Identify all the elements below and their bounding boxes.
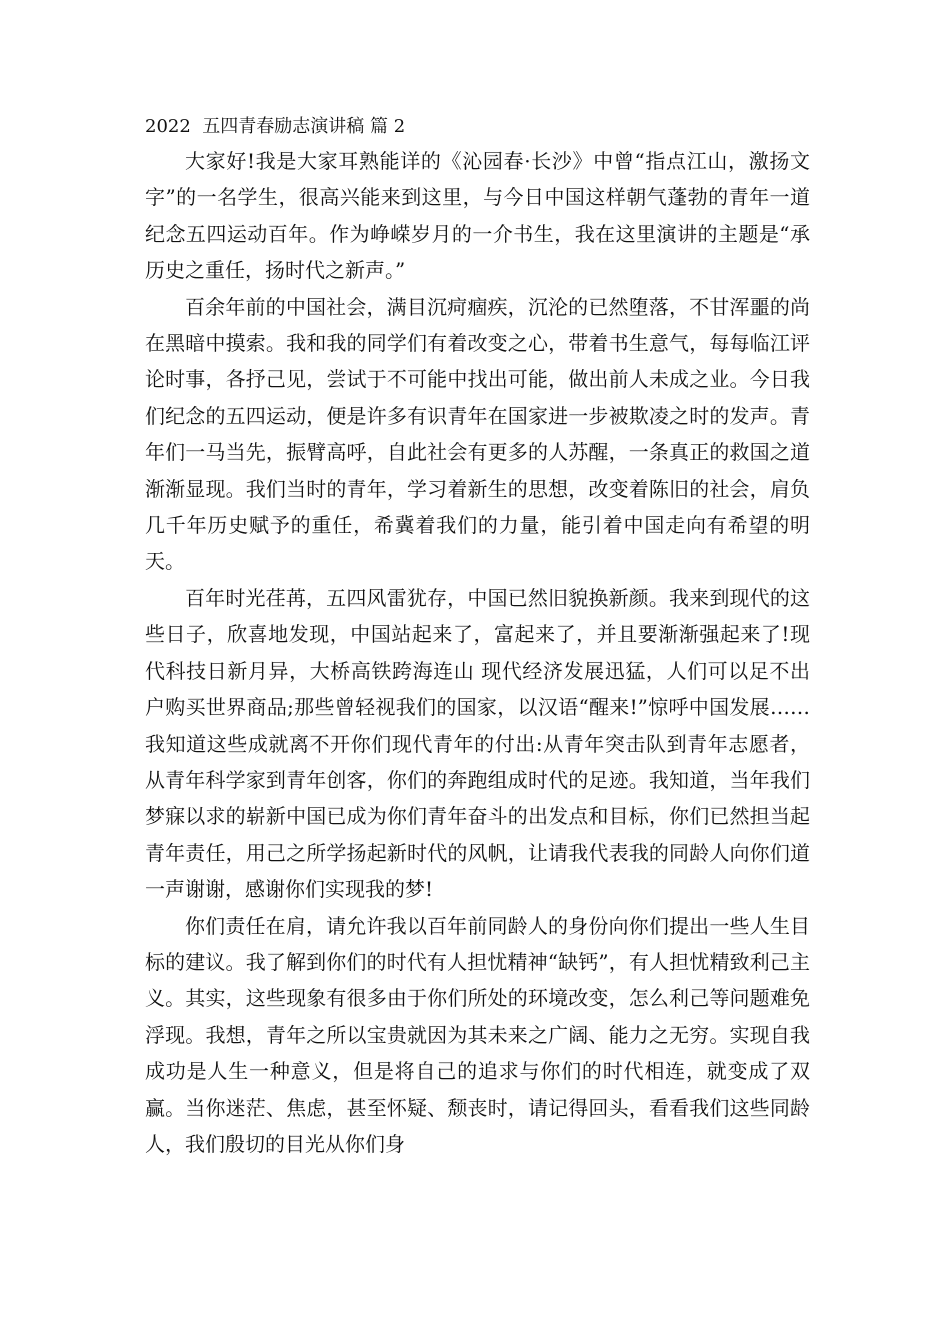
paragraph-3: 百年时光荏苒，五四风雷犹存，中国已然旧貌换新颜。我来到现代的这些日子，欣喜地发现，中国站起来了，富起来了，并且要渐渐强起来了!现代科技日新月异，大桥高铁跨海连山 现代经济发展迅猛，人们可以足不出户购买世界商品;那些曾轻视我们的国家，以汉语“醒来!”惊呼中国发展……我知道这些成就离不开你们现代青年的付出:从青年突击队到青年志愿者，从青年科学家到青年创客，你们的奔跑组成时代的足迹。我知道，当年我们梦寐以求的崭新中国已成为你们青年奋斗的出发点和目标，你们已然担当起青年责任，用己之所学扬起新时代的风帆，让请我代表我的同龄人向你们道一声谢谢，感谢你们实现我的梦! xyxy=(145,585,810,902)
document-title: 2022 五四青春励志演讲稿 篇 2 xyxy=(145,116,406,137)
document-body xyxy=(145,111,810,1162)
paragraph-2: 百余年前的中国社会，满目沉疴痼疾，沉沦的已然堕落，不甘浑噩的尚在黑暗中摸索。我和我的同学们有着改变之心，带着书生意气，每每临江评论时事，各抒己见，尝试于不可能中找出可能，做出前人未成之业。今日我们纪念的五四运动，便是许多有识青年在国家进一步被欺凌之时的发声。青年们一马当先，振臂高呼，自此社会有更多的人苏醒，一条真正的救国之道渐渐显现。我们当时的青年，学习着新生的思想，改变着陈旧的社会，肩负几千年历史赋予的重任，希冀着我们的力量，能引着中国走向有希望的明天。 xyxy=(145,294,810,574)
paragraph-4: 你们责任在肩，请允许我以百年前同龄人的身份向你们提出一些人生目标的建议。我了解到你们的时代有人担忧精神“缺钙”，有人担忧精致利己主义。其实，这些现象有很多由于你们所处的环境改变，怎么利己等问题难免浮现。我想，青年之所以宝贵就因为其未来之广阔、能力之无穷。实现自我成功是人生一种意义，但是将自己的追求与你们的时代相连，就变成了双赢。当你迷茫、焦虑，甚至怀疑、颓丧时，请记得回头，看看我们这些同龄人，我们殷切的目光从你们身 xyxy=(145,913,810,1156)
paragraph-1: 大家好!我是大家耳熟能详的《沁园春·长沙》中曾“指点江山，激扬文字”的一名学生，很高兴能来到这里，与今日中国这样朝气蓬勃的青年一道纪念五四运动百年。作为峥嵘岁月的一介书生，我在这里演讲的主题是“承历史之重任，扬时代之新声。” xyxy=(145,149,810,283)
